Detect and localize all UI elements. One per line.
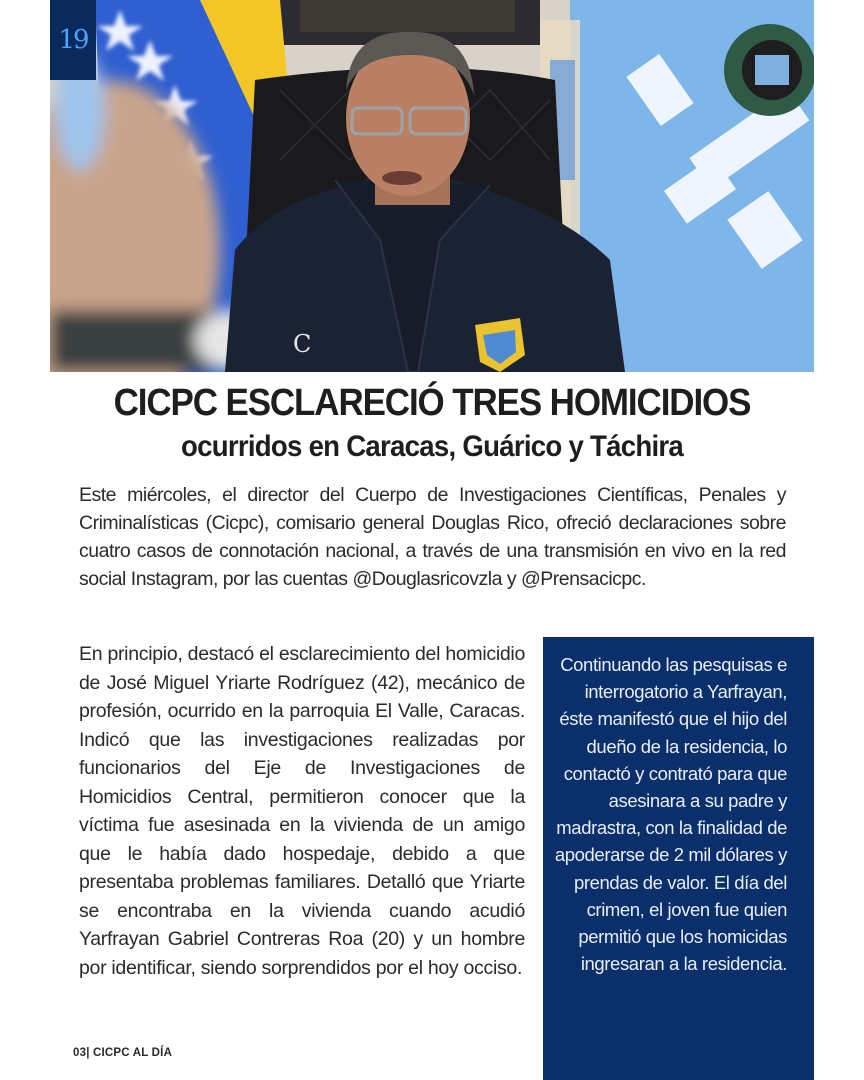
headline-sub: ocurridos en Caracas, Guárico y Táchira — [180, 430, 684, 463]
sidebar-callout-box — [543, 637, 814, 1080]
body-paragraph: En principio, destacó el esclarecimiento del homicidio de José Miguel Yriarte Rodríguez (42), mecánico de profesión, ocurrido en la parroquia El Valle, Caracas. Indicó que las investigaciones realizadas por funcionarios del Eje de Investigaciones de Homicidios Central, permitieron conocer que la víctima fue asesinada en la vivienda de un amigo que le había dado hospedaje, debido a que presentaba problemas familiares. Detalló que Yriarte se encontraba en la vivienda cuando acudió Yarfrayan Gabriel Contreras Roa (20) y un hombre por identificar, siendo sorprendidos por el hoy occiso. — [79, 643, 525, 979]
page-footer: 03| CICPC AL DÍA — [73, 1047, 173, 1059]
issue-number-badge — [50, 0, 96, 80]
sidebar-callout-text: Continuando las pesquisas e interrogatorio a Yarfrayan, éste manifestó que el hijo del dueño de la residencia, lo contactó y contrató para que asesinara a su padre y madrastra, con la finalidad de apoderarse de 2 mil dólares y prendas de valor. El día del crimen, el joven fue quien permitió que los homicidas ingresaran a la residencia. — [554, 654, 787, 975]
issue-number: 19 — [58, 25, 88, 55]
headline-main: CICPC ESCLARECIÓ TRES HOMICIDIOS — [113, 382, 751, 424]
intro-paragraph: Este miércoles, el director del Cuerpo de Investigaciones Científicas, Penales y Criminalísticas (Cicpc), comisario general Douglas Rico, ofreció declaraciones sobre cuatro casos de connotación nacional, a través de una transmisión en vivo en la red social Instagram, por las cuentas @Douglasricovzla y @Prensacicpc. — [79, 484, 786, 590]
director-portrait-image — [50, 0, 814, 372]
svg-text:C: C — [293, 330, 312, 358]
header-photo — [50, 0, 814, 372]
